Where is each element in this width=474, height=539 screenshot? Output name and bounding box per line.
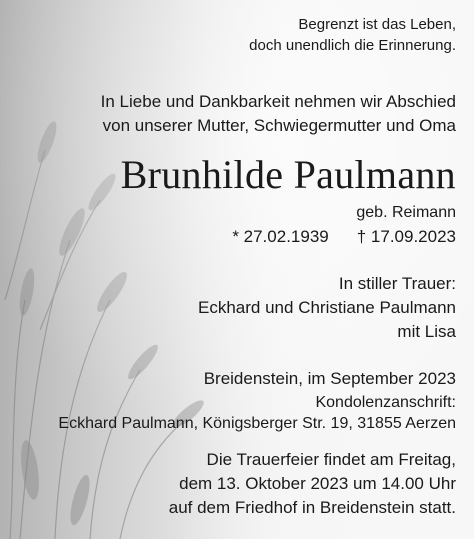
funeral-line: auf dem Friedhof in Breidenstein statt. [168,498,456,517]
intro-line: von unserer Mutter, Schwiegermutter und Oma [102,116,456,135]
mourners-line: mit Lisa [397,322,456,341]
condolence-address-label: Kondolenzanschrift: [315,394,456,411]
birth-date: * 27.02.1939 [232,227,329,246]
quote-line: Begrenzt ist das Leben, [298,16,456,33]
quote-line: doch unendlich die Erinnerung. [249,37,456,54]
intro-line: In Liebe und Dankbarkeit nehmen wir Abschied [100,92,456,111]
birth-name: geb. Reimann [356,204,456,221]
mourners-line: Eckhard und Christiane Paulmann [198,298,456,317]
quote [249,14,456,56]
funeral-line: dem 13. Oktober 2023 um 14.00 Uhr [179,474,456,493]
farewell-intro [101,90,456,138]
funeral-info [169,448,456,520]
place-and-date: Breidenstein, im September 2023 [203,369,456,388]
death-date: † 17.09.2023 [356,227,456,246]
condolence-address: Eckhard Paulmann, Königsberger Str. 19, 31855 Aerzen [58,415,456,432]
mourners [198,272,456,344]
funeral-line: Die Trauerfeier findet am Freitag, [206,450,456,469]
deceased-name: Brunhilde Paulmann [120,152,456,197]
life-dates [232,225,456,249]
mourners-line: In stiller Trauer: [338,274,456,293]
